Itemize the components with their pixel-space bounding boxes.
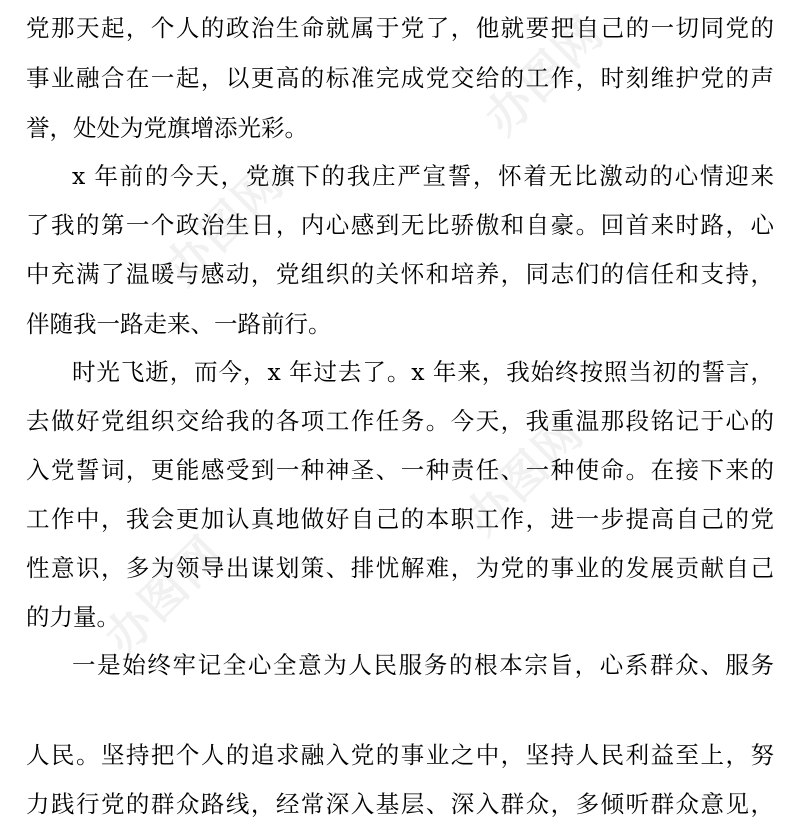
paragraph-first-line: x 年前的今天，党旗下的我庄严宣誓，怀着无比激动的心情迎来 <box>72 162 774 190</box>
text-line: 了我的第一个政治生日，内心感到无比骄傲和自豪。回首来时路，心 <box>26 211 774 239</box>
text-line: 人民。坚持把个人的追求融入党的事业之中，坚持人民利益至上，努 <box>26 741 774 769</box>
text-line: 性意识，多为领导出谋划策、排忧解难，为党的事业的发展贡献自己 <box>26 554 774 582</box>
text-line: 去做好党组织交给我的各项工作任务。今天，我重温那段铭记于心的 <box>26 407 774 435</box>
text-line: 工作中，我会更加认真地做好自己的本职工作，进一步提高自己的党 <box>26 505 774 533</box>
text-line: 伴随我一路走来、一路前行。 <box>26 310 332 338</box>
paragraph-first-line: 时光飞逝，而今，x 年过去了。x 年来，我始终按照当初的誓言， <box>72 358 774 386</box>
watermark: 办图网 <box>474 5 615 146</box>
paragraph-first-line: 一是始终牢记全心全意为人民服务的根本宗旨，心系群众、服务 <box>72 651 774 679</box>
watermark: 办图网 <box>94 525 235 666</box>
text-line: 力践行党的群众路线，经常深入基层、深入群众，多倾听群众意见， <box>26 790 774 818</box>
text-line: 的力量。 <box>26 603 120 631</box>
text-line: 誉，处处为党旗增添光彩。 <box>26 114 308 142</box>
watermark: 办图网 <box>154 155 295 296</box>
text-line: 党那天起，个人的政治生命就属于党了，他就要把自己的一切同党的 <box>26 14 774 42</box>
text-line: 中充满了温暖与感动，党组织的关怀和培养，同志们的信任和支持， <box>26 260 774 288</box>
text-line: 入党誓词，更能感受到一种神圣、一种责任、一种使命。在接下来的 <box>26 456 774 484</box>
text-line: 事业融合在一起，以更高的标准完成党交给的工作，时刻维护党的声 <box>26 64 774 92</box>
watermark: 办图网 <box>454 405 595 546</box>
